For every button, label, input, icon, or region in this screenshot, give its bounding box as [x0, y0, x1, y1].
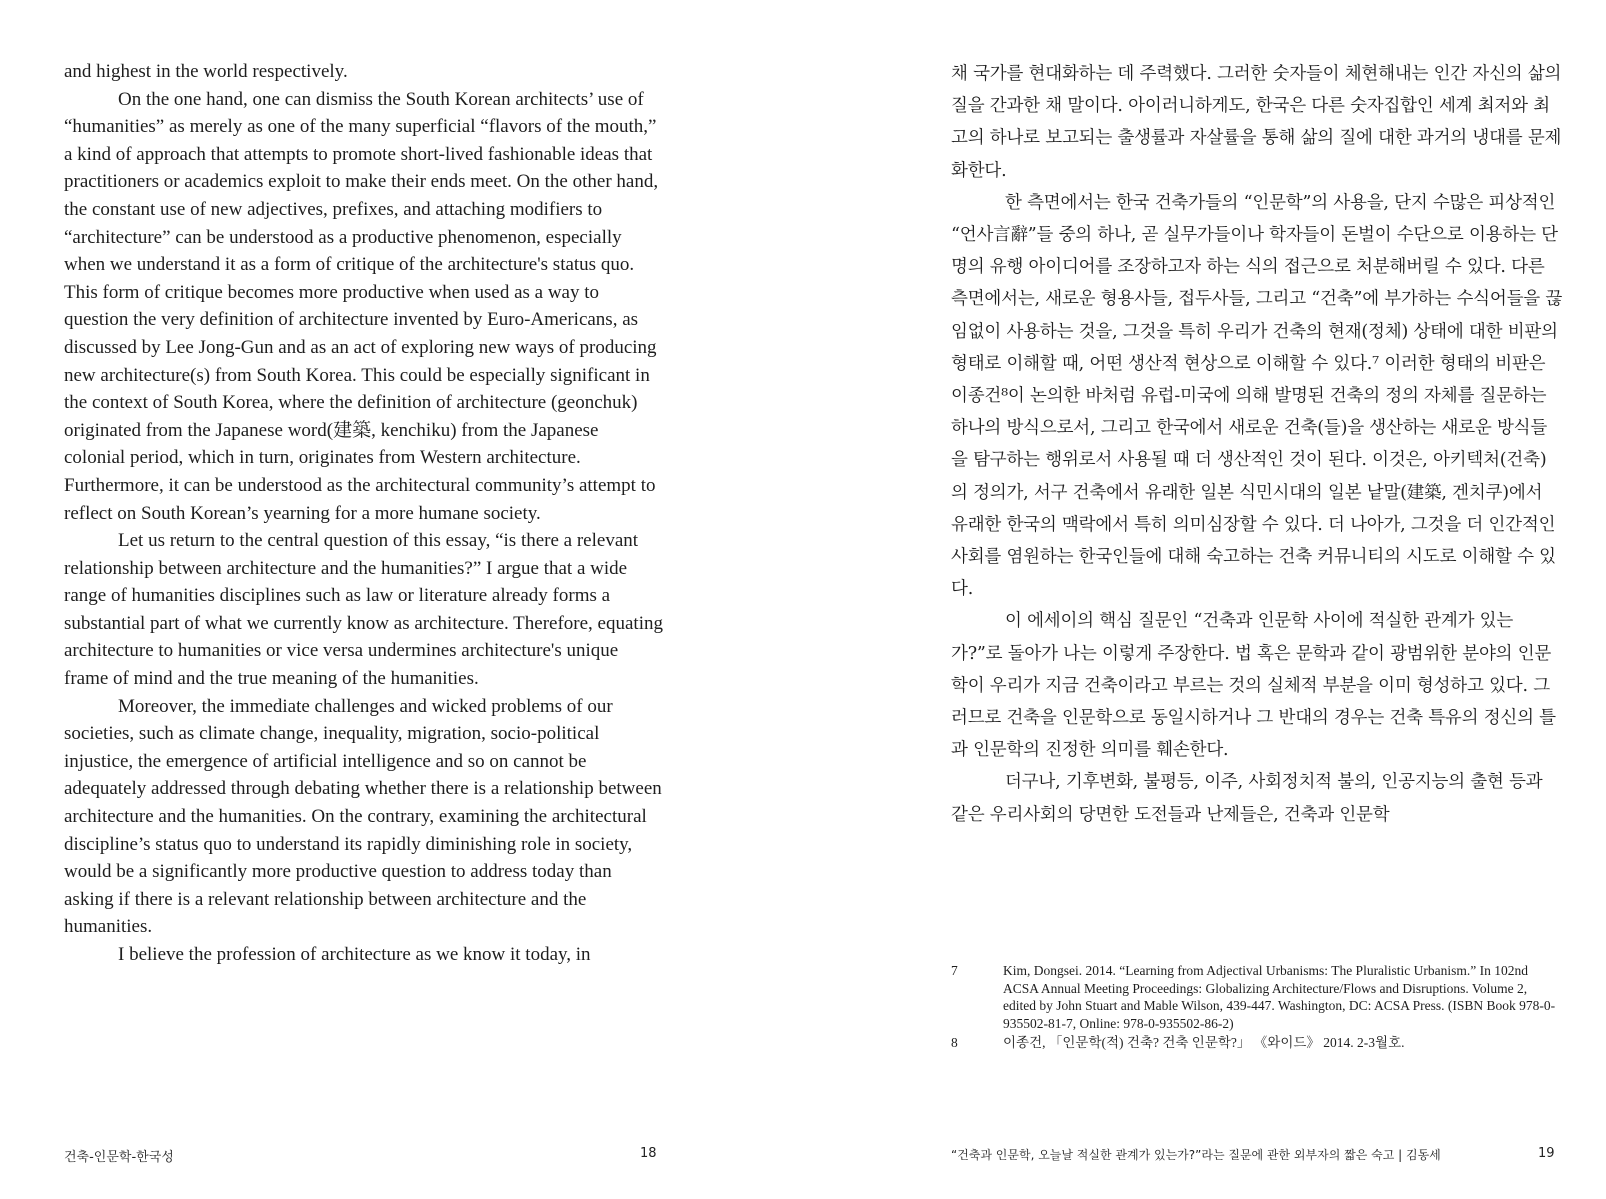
right-paragraph-3: 이 에세이의 핵심 질문인 “건축과 인문학 사이에 적실한 관계가 있는가?”로 돌아가 나는 이렇게 주장한다. 법 혹은 문학과 같이 광범위한 분야의 인문학이 우리가 지금 건축이라고 부르는 것의 실체적 부분을 이미 형성하고 있다. 그러므로 건축을 인문학으로 동일시하거나 그 반대의 경우는 건축 특유의 정신의 틀과 인문학의 진정한 의미를 훼손한다. — [951, 611, 1556, 761]
left-paragraph-5: I believe the profession of architecture as we know it today, in — [118, 944, 591, 965]
footnote-text: 이종건, 「인문학(적) 건축? 건축 인문학?」 《와이드》 2014. 2-3월호. — [1003, 1035, 1405, 1050]
left-body-text — [64, 58, 664, 969]
left-running-title: 건축-인문학-한국성 — [64, 1150, 174, 1165]
footnotes — [951, 962, 1563, 1054]
right-running-title: “건축과 인문학, 오늘날 적실한 관계가 있는가?”라는 질문에 관한 외부자의 짧은 숙고 | 김동세 — [951, 1148, 1441, 1162]
right-paragraph-1: 채 국가를 현대화하는 데 주력했다. 그러한 숫자들이 체현해내는 인간 자신의 삶의 질을 간과한 채 말이다. 아이러니하게도, 한국은 다른 숫자집합인 세계 최저와 최고의 하나로 보고되는 출생률과 자살률을 통해 삶의 질에 대한 과거의 냉대를 문제화한다. — [951, 64, 1562, 181]
left-paragraph-1: and highest in the world respectively. — [64, 61, 348, 82]
right-body-text — [951, 58, 1563, 831]
footnote-number: 7 — [951, 963, 958, 978]
left-page-number: 18 — [640, 1146, 657, 1161]
footnote-number: 8 — [951, 1035, 958, 1050]
right-paragraph-2: 한 측면에서는 한국 건축가들의 “인문학”의 사용을, 단지 수많은 피상적인 “언사言辭”들 중의 하나, 곧 실무가들이나 학자들이 돈벌이 수단으로 이용하는 단명의 유행 아이디어를 조장하고자 하는 식의 접근으로 처분해버릴 수 있다. 다른 측면에서는, 새로운 형용사들, 접두사들, 그리고 “건축”에 부가하는 수식어들을 끊임없이 사용하는 것을, 그것을 특히 우리가 건축의 현재(정체) 상태에 대한 비판의 형태로 이해할 때, 어떤 생산적 현상으로 이해할 수 있다.⁷ 이러한 형태의 비판은 이종건⁸이 논의한 바처럼 유럽-미국에 의해 발명된 건축의 정의 자체를 질문하는 하나의 방식으로서, 그리고 한국에서 새로운 건축(들)을 생산하는 새로운 방식들을 탐구하는 행위로서 사용될 때 더 생산적인 것이 된다. 이것은, 아키텍처(건축)의 정의가, 서구 건축에서 유래한 일본 식민시대의 일본 낱말(建築, 겐치쿠)에서 유래한 한국의 맥락에서 특히 의미심장할 수 있다. 더 나아가, 그것을 더 인간적인 사회를 염원하는 한국인들에 대해 숙고하는 건축 커뮤니티의 시도로 이해할 수 있다. — [951, 192, 1563, 600]
left-paragraph-4: Moreover, the immediate challenges and wicked problems of our societies, such as climate change, inequality, migration, socio-political injustice, the emergence of artificial intelligence and so on cannot be adequately addressed through debating whether there is a relationship between architecture and the humanities. On the contrary, examining the architectural discipline’s status quo to understand its rapidly diminishing role in society, would be a significantly more productive question to address today than asking if there is a relevant relationship between architecture and the humanities. — [64, 695, 662, 938]
left-paragraph-2: On the one hand, one can dismiss the South Korean architects’ use of “humanities” as merely as one of the many superficial “flavors of the mouth,” a kind of approach that attempts to promote short-lived fashionable ideas that practitioners or academics exploit to make their ends meet. On the other hand, the constant use of new adjectives, prefixes, and attaching modifiers to “architecture” can be understood as a productive phenomenon, especially when we understand it as a form of critique of the architecture's status quo. This form of critique becomes more productive when used as a way to question the very definition of architecture invented by Euro-Americans, as discussed by Lee Jong-Gun and as an act of exploring new ways of producing new architecture(s) from South Korea. This could be especially significant in the context of South Korea, where the definition of architecture (geonchuk) originated from the Japanese word(建築, kenchiku) from the Japanese colonial period, which in turn, originates from Western architecture. Furthermore, it can be understood as the architectural community’s attempt to reflect on South Korean’s yearning for a more humane society. — [64, 88, 659, 524]
left-paragraph-3: Let us return to the central question of this essay, “is there a relevant relationship between architecture and the humanities?” I argue that a wide range of humanities disciplines such as law or literature already forms a substantial part of what we currently know as architecture. Therefore, equating architecture to humanities or vice versa undermines architecture's unique frame of mind and the true meaning of the humanities. — [64, 530, 663, 690]
right-page — [803, 0, 1606, 1199]
right-page-number: 19 — [1538, 1146, 1555, 1161]
right-paragraph-4: 더구나, 기후변화, 불평등, 이주, 사회정치적 불의, 인공지능의 출현 등과 같은 우리사회의 당면한 도전들과 난제들은, 건축과 인문학 — [951, 772, 1543, 825]
footnote-7 — [951, 962, 1563, 1032]
footnote-8 — [951, 1034, 1563, 1052]
footnote-text: Kim, Dongsei. 2014. “Learning from Adjectival Urbanisms: The Pluralistic Urbanism.” In 102nd ACSA Annual Meeting Proceedings: Globalizing Architecture/Flows and Disruptions. Volume 2, edited by John Stuart and Mable Wilson, 439-447. Washington, DC: ACSA Press. (ISBN Book 978-0-935502-81-7, Online: 978-0-935502-86-2) — [1003, 963, 1556, 1031]
